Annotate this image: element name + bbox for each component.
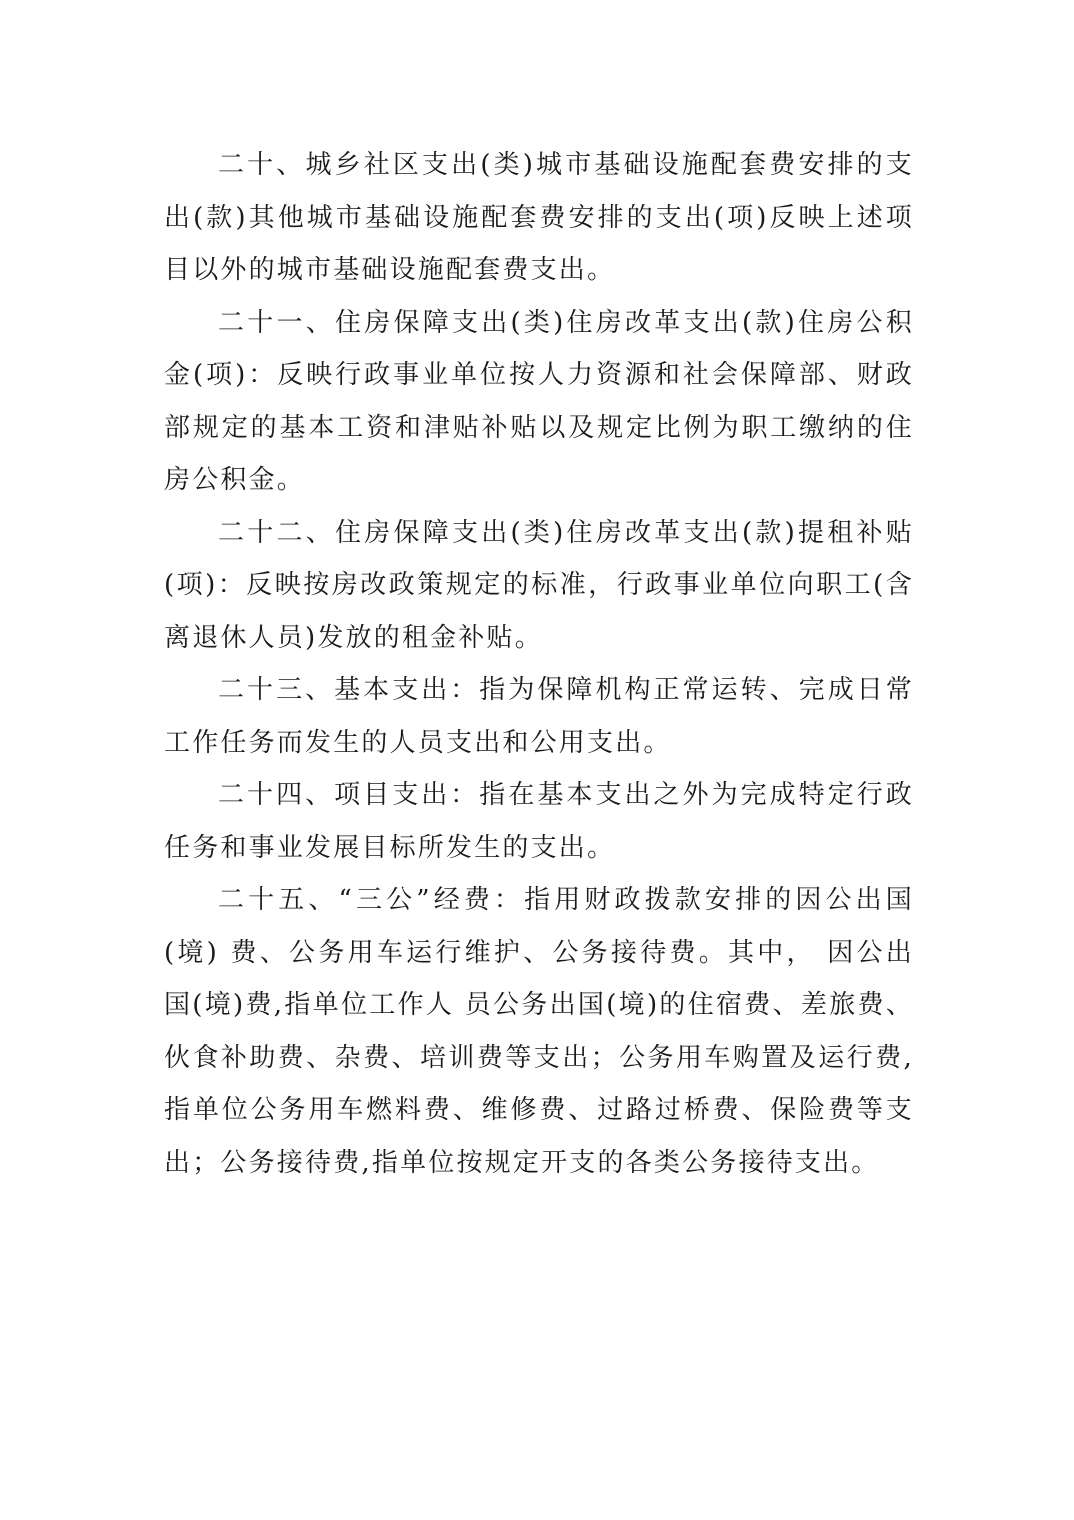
paragraph-25: 二十五、“三公”经费：指用财政拨款安排的因公出国(境) 费、公务用车运行维护、公务接待费。其中， 因公出国(境)费,指单位工作人 员公务出国(境)的住宿费、差旅费、伙食补助费、杂费、培训费等支出；公务用车购置及运行费,指单位公务用车燃料费、维修费、过路过桥费、保险费等支出；公务接待费,指单位按规定开支的各类公务接待支出。	[164, 885, 914, 1178]
paragraph-24: 二十四、项目支出：指在基本支出之外为完成特定行政任务和事业发展目标所发生的支出。	[164, 780, 914, 863]
paragraph-20: 二十、城乡社区支出(类)城市基础设施配套费安排的支出(款)其他城市基础设施配套费安排的支出(项)反映上述项目以外的城市基础设施配套费支出。	[164, 150, 914, 285]
document-body	[164, 139, 914, 1189]
paragraph-22: 二十二、住房保障支出(类)住房改革支出(款)提租补贴(项)：反映按房改政策规定的标准，行政事业单位向职工(含离退休人员)发放的租金补贴。	[164, 517, 914, 653]
paragraph-23: 二十三、基本支出：指为保障机构正常运转、完成日常工作任务而发生的人员支出和公用支出。	[164, 675, 914, 758]
paragraph-21: 二十一、住房保障支出(类)住房改革支出(款)住房公积金(项)：反映行政事业单位按人力资源和社会保障部、财政部规定的基本工资和津贴补贴以及规定比例为职工缴纳的住房公积金。	[164, 307, 914, 495]
